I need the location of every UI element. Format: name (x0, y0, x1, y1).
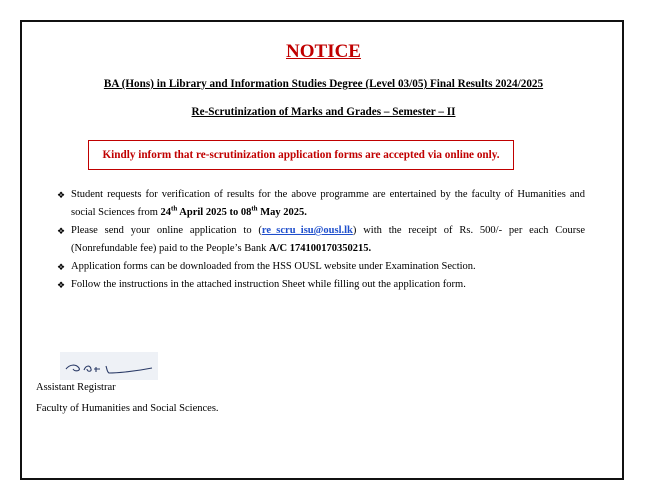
account-number: A/C 174100170350215. (268, 243, 372, 254)
online-only-callout: Kindly inform that re-scrutinization application forms are accepted via online only. (88, 140, 514, 170)
signature-image (60, 352, 158, 380)
list-item: ❖ Application forms can be downloaded from the HSS OUSL website under Examination Section. (57, 258, 585, 276)
date-range: 24th April 2025 to 08th May 2025. (160, 204, 307, 218)
diamond-bullet-icon: ❖ (57, 190, 66, 200)
signature-scribble-icon (60, 352, 158, 380)
diamond-bullet-icon: ❖ (57, 226, 66, 236)
list-item: ❖ Please send your online application to (re_scru_isu@ousl.lk) with the receipt of Rs. 500/- per each Course (Nonrefundable fee) paid to the People’s Bank A/C 174100170350215. (57, 222, 585, 258)
diamond-bullet-icon: ❖ (57, 280, 66, 290)
notice-title: NOTICE (286, 41, 361, 62)
rescrutiny-heading: Re-Scrutinization of Marks and Grades – Semester – II (191, 106, 456, 118)
signatory-role: Assistant Registrar (36, 382, 116, 393)
list-item: ❖ Follow the instructions in the attached instruction Sheet while filling out the application form. (57, 276, 585, 294)
email-link[interactable]: re_scru_isu@ousl.lk (261, 225, 353, 236)
diamond-bullet-icon: ❖ (57, 262, 66, 272)
instructions-list (57, 186, 585, 294)
signatory-department: Faculty of Humanities and Social Sciences. (36, 403, 219, 414)
list-item: ❖ Student requests for verification of results for the above programme are entertained by the faculty of Humanities and social Sciences from 24th April 2025 to 08th May 2025. (57, 186, 585, 222)
programme-heading: BA (Hons) in Library and Information Studies Degree (Level 03/05) Final Results 2024/2025 (103, 78, 544, 90)
